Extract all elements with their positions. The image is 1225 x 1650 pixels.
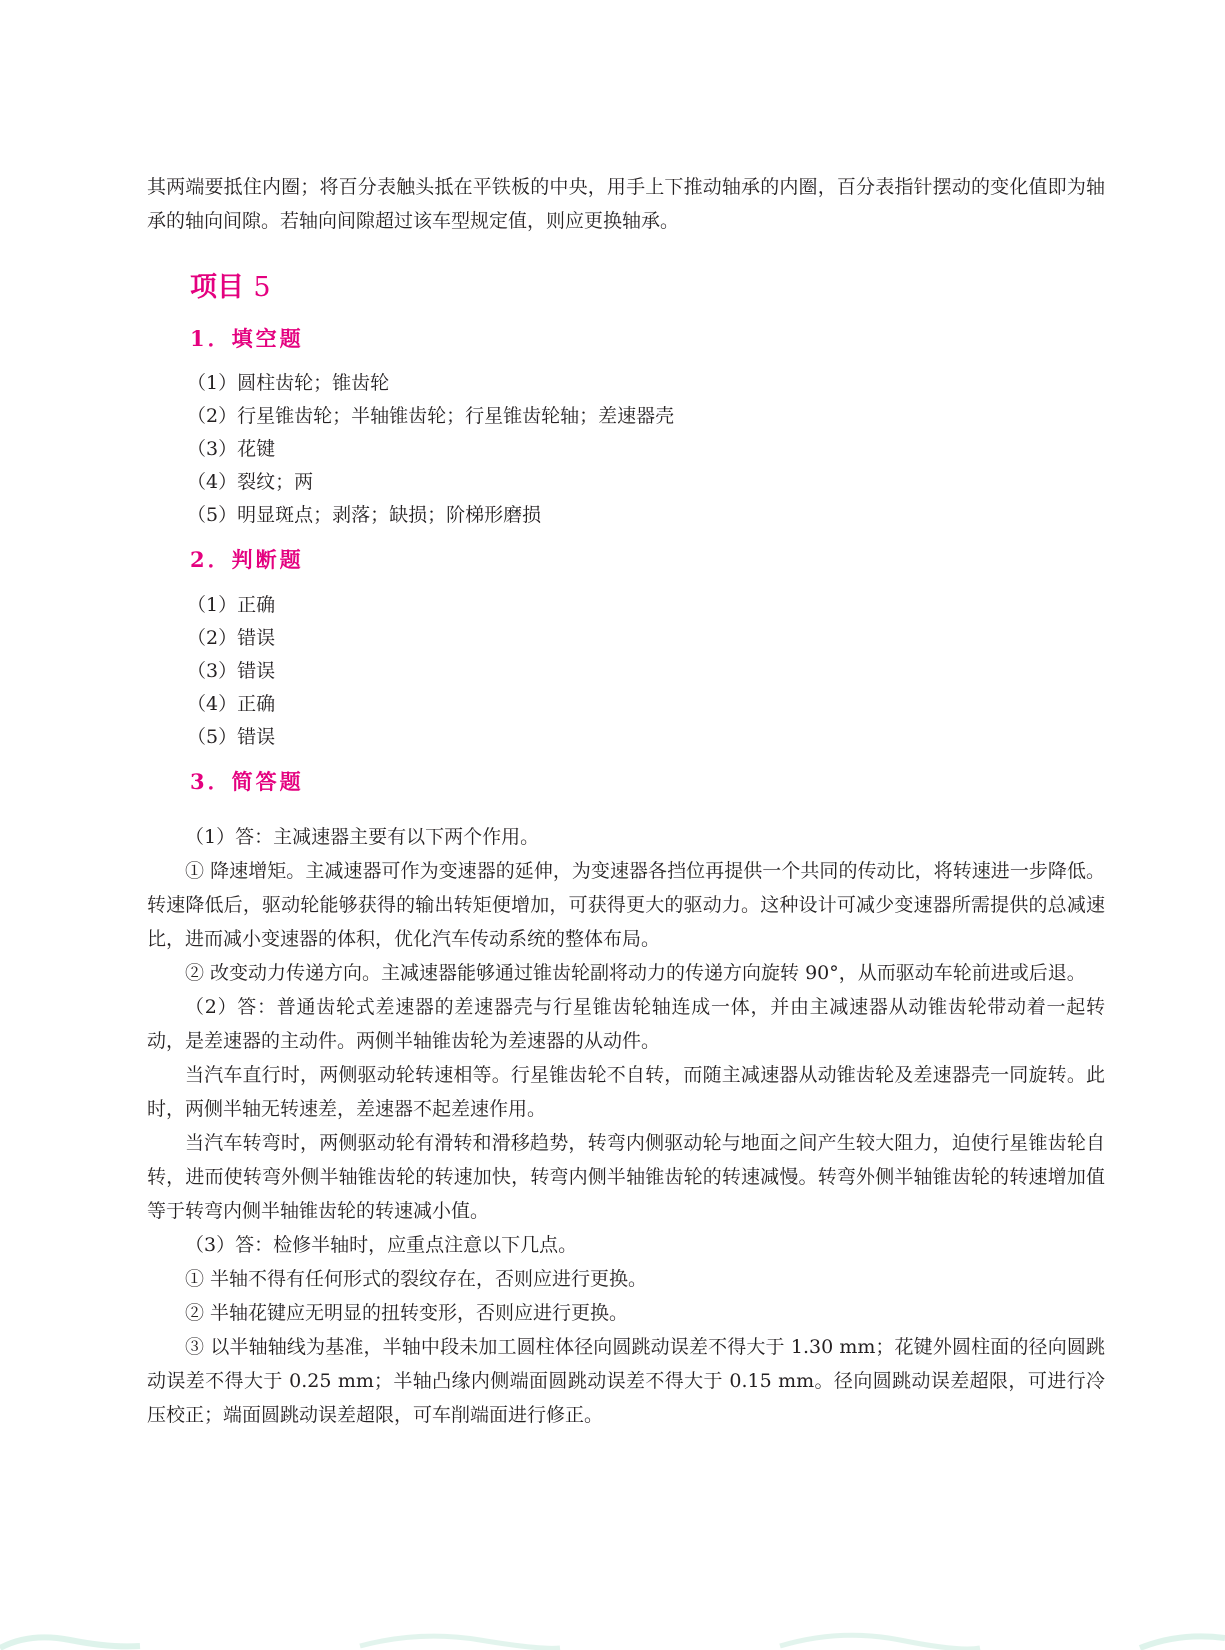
intro-paragraph: 其两端要抵住内圈；将百分表触头抵在平铁板的中央，用手上下推动轴承的内圈，百分表指针摆动的变化值即为轴承的轴向间隙。若轴向间隙超过该车型规定值，则应更换轴承。 [147,176,1105,232]
answer-paragraph: ① 降速增矩。主减速器可作为变速器的延伸，为变速器各挡位再提供一个共同的传动比，将转速进一步降低。转速降低后，驱动轮能够获得的输出转矩便增加，可获得更大的驱动力。这种设计可减少变速器所需提供的总减速比，进而减小变速器的体积，优化汽车传动系统的整体布局。 [147,860,1105,950]
fill-blank-item: （5）明显斑点；剥落；缺损；阶梯形磨损 [187,504,542,526]
page-content [147,170,1105,1426]
true-false-item: （2）错误 [187,627,276,649]
footer-decoration [0,1610,1225,1650]
answer-paragraph: ① 半轴不得有任何形式的裂纹存在，否则应进行更换。 [185,1268,648,1290]
answer-paragraph: （3）答：检修半轴时，应重点注意以下几点。 [185,1234,578,1256]
answer-paragraph: ② 改变动力传递方向。主减速器能够通过锥齿轮副将动力的传递方向旋转 90°，从而驱动车轮前进或后退。 [185,962,1086,984]
project-number: 5 [253,272,271,303]
answer-paragraph: 当汽车直行时，两侧驱动轮转速相等。行星锥齿轮不自转，而随主减速器从动锥齿轮及差速器壳一同旋转。此时，两侧半轴无转速差，差速器不起差速作用。 [147,1064,1105,1120]
fill-blank-item: （3）花键 [187,438,276,460]
fill-blank-item: （4）裂纹；两 [187,471,314,493]
fill-blank-item: （1）圆柱齿轮；锥齿轮 [187,372,390,394]
project-title [190,265,271,304]
fill-blank-item: （2）行星锥齿轮；半轴锥齿轮；行星锥齿轮轴；差速器壳 [187,405,675,427]
project-label: 项目 [190,272,244,303]
answer-paragraph: 当汽车转弯时，两侧驱动轮有滑转和滑移趋势，转弯内侧驱动轮与地面之间产生较大阻力，迫使行星锥齿轮自转，进而使转弯外侧半轴锥齿轮的转速加快，转弯内侧半轴锥齿轮的转速减慢。转弯外侧半轴锥齿轮的转速增加值等于转弯内侧半轴锥齿轮的转速减小值。 [147,1132,1105,1222]
answer-paragraph: ② 半轴花键应无明显的扭转变形，否则应进行更换。 [185,1302,629,1324]
answer-paragraph: （1）答：主减速器主要有以下两个作用。 [185,826,540,848]
true-false-item: （3）错误 [187,660,276,682]
true-false-item: （1）正确 [187,594,276,616]
true-false-item: （5）错误 [187,726,276,748]
answer-paragraph: ③ 以半轴轴线为基准，半轴中段未加工圆柱体径向圆跳动误差不得大于 1.30 mm；花键外圆柱面的径向圆跳动误差不得大于 0.25 mm；半轴凸缘内侧端面圆跳动误差不得大于 0.15 mm。径向圆跳动误差超限，可进行冷压校正；端面圆跳动误差超限，可车削端面进行修正。 [147,1336,1105,1426]
section-heading-fill-blank: 1．填空题 [190,326,304,351]
answer-paragraph: （2）答：普通齿轮式差速器的差速器壳与行星锥齿轮轴连成一体，并由主减速器从动锥齿轮带动着一起转动，是差速器的主动件。两侧半轴锥齿轮为差速器的从动件。 [147,996,1105,1052]
section-heading-short-answer: 3．简答题 [190,769,304,794]
short-answer-body [147,820,1105,1432]
true-false-item: （4）正确 [187,693,276,715]
section-heading-true-false: 2．判断题 [190,547,304,572]
